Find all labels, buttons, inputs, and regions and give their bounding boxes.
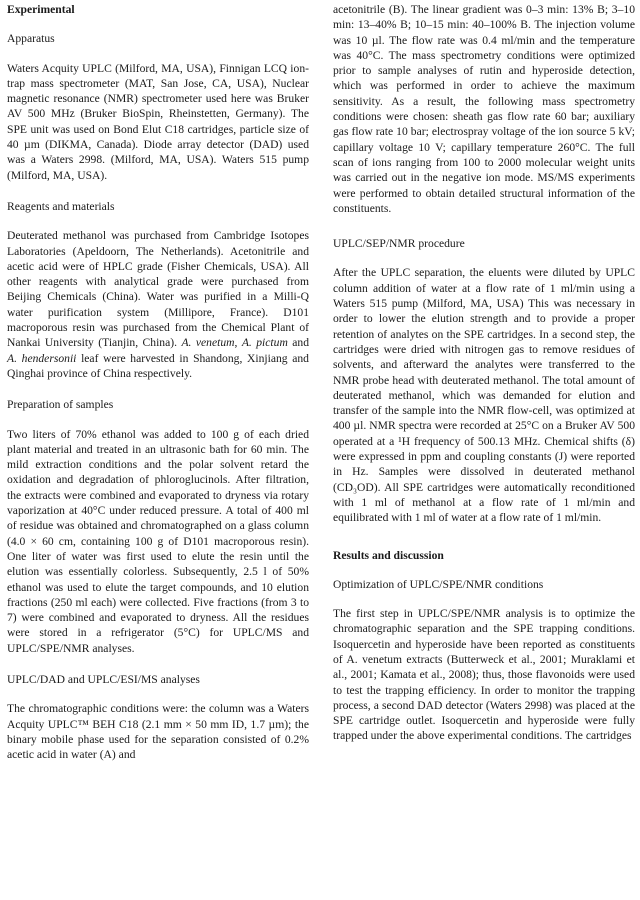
paragraph-sepnmr: After the UPLC separation, the eluents were diluted by UPLC column addition of water at a flow rate of 1 ml/min using a Waters 515 pump (Milford, MA, USA) This was necessary in order to lower the elution strength and to provide a proper retention of analytes on the SPE cartridges. In a second step, the cartridges were dried with nitrogen gas to remove residues of solvents, and afterward the analytes were transferred to the NMR probe head with deuterated methanol. The total amount of deuterated methanol, which was demanded for elution and transfer of the sample into the NMR flow-cell, was optimized at 400 µl. NMR spectra were recorded at 25°C on a Bruker AV 500 operated at a ¹H frequency of 500.13 MHz. Chemical shifts (δ) were expressed in ppm and coupling constants (J) were reported in Hz. Samples were dissolved in deuterated methanol (CD₃OD). All SPE cartridges were automatically reconditioned with 1 ml of methanol at a flow rate of 1 ml/min and equilibrated with 1 ml of water at a flow rate of 1 ml/min. [333,266,635,525]
species-venetum: A. venetum [181,336,235,350]
paragraph-continued: acetonitrile (B). The linear gradient was 0–3 min: 13% B; 3–10 min: 13–40% B; 10–15 min: 40–100% B. The injection volume was 10 µl. The flow rate was 0.4 ml/min and the temperature was 40°C. The mass spectrometry conditions were optimized prior to sample analyses of rutin and hyperoside detection, which was performed in order to achieve the maximum sensitivity. As a result, the following mass spectrometry conditions were chosen: sheath gas flow rate 60 bar; auxiliary gas flow rate 10 bar; electrospray voltage of the ion source 5 kV; capillary voltage 10 V; capillary temperature 260°C. The full scan of ions ranging from 100 to 2000 molecular weight units was carried out in the negative ion mode. MS/MS experiments were performed to obtain detailed structural information of the constituents. [333,3,635,215]
subheading-reagents: Reagents and materials [7,199,115,213]
section-heading-results: Results and discussion [333,548,444,562]
left-column [7,2,309,762]
paragraph-samples: Two liters of 70% ethanol was added to 100 g of each dried plant material and treated in an ultrasonic bath for 60 min. The mild extraction conditions and the polar solvent retard the oxidation and degradation of phloroglucinols. After filtration, the extracts were combined and evaporated to dryness via rotary vaporization at 40°C under reduced pressure. A total of 400 ml of residue was obtained and chromatographed on a glass column (4.0 × 60 cm, containing 100 g of D101 macroporous resin). One liter of water was first used to elute the resin until the elution was essentially colorless. Subsequently, 2.5 l of 50% ethanol was used to elute the target compounds, and 10 elution fractions (250 ml each) were collected. Five fractions (from 3 to 7) were combined and evaporated to dryness. All the residues were stored in a refrigerator (5°C) for UPLC/MS and UPLC/SPE/NMR analyses. [7,427,309,655]
reagents-text: Deuterated methanol was purchased from Cambridge Isotopes Laboratories (Apeldoorn, The Netherlands). Acetonitrile and acetic acid were of HPLC grade (Fisher Chemicals, USA). All other reagents with analytical grade were purchased from Beijing Chemicals (China). Water was purified in a Milli-Q water purification system (Millipore, France). D101 macroporous resin was purchased from the Chemical Plant of Nankai University (Tianjin, China). [7,229,309,350]
paragraph-optimization: The first step in UPLC/SPE/NMR analysis is to optimize the chromatographic separation and the SPE trapping conditions. Isoquercetin and hyperoside have been reported as constituents of A. venetum extracts (Butterweck et al., 2001; Muraklami et al., 2001; Kamata et al., 2008); thus, those flavonoids were used to test the trapping efficiency. In order to monitor the trapping process, a second DAD detector (Waters 2998) was placed at the SPE cartridge outlet. Isoquercetin and hyperoside were fully trapped under the above experimental conditions. The cartridges [333,607,635,743]
paragraph-dad: The chromatographic conditions were: the column was a Waters Acquity UPLC™ BEH C18 (2.1 mm × 50 mm ID, 1.7 µm); the binary mobile phase used for the separation consisted of 0.2% acetic acid in water (A) and [7,702,309,762]
subheading-optimization: Optimization of UPLC/SPE/NMR conditions [333,577,544,591]
reagents-text-end: leaf were harvested in Shandong, Xinjiang and Qinghai province of China respectively. [7,351,309,380]
species-hendersonii: A. hendersonii [7,351,77,365]
section-heading-experimental: Experimental [7,3,75,16]
subheading-sepnmr: UPLC/SEP/NMR procedure [333,237,465,251]
subheading-dad: UPLC/DAD and UPLC/ESI/MS analyses [7,672,200,686]
paragraph-reagents: Deuterated methanol was purchased from Cambridge Isotopes Laboratories (Apeldoorn, The Netherlands). Acetonitrile and acetic acid were of HPLC grade (Fisher Chemicals, USA). All other reagents with analytical grade were purchased from Beijing Chemicals (China). Water was purified in a Milli-Q water purification system (Millipore, France). D101 macroporous resin was purchased from the Chemical Plant of Nankai University (Tianjin, China). A. venetum, A. pictum and A. hendersonii leaf were harvested in Shandong, Xinjiang and Qinghai province of China respectively. [7,229,309,380]
subheading-samples: Preparation of samples [7,398,114,412]
subheading-apparatus: Apparatus [7,32,55,46]
right-column [333,2,635,744]
species-pictum: A. pictum [241,336,288,350]
paragraph-apparatus: Waters Acquity UPLC (Milford, MA, USA), Finnigan LCQ ion-trap mass spectrometer (MAT, San Jose, CA, USA), Nuclear magnetic resonance (NMR) spectrometer used here was Bruker AV 500 MHz (Bruker BioSpin, Rheinstetten, Germany). The SPE unit was used on Bond Elut C18 cartridges, particle size of 40 µm (DIKMA, Canada). Diode array detector (DAD) used was a Waters 2998. (Milford, MA, USA). Waters 515 pump (Milford, MA, USA). [7,61,309,182]
